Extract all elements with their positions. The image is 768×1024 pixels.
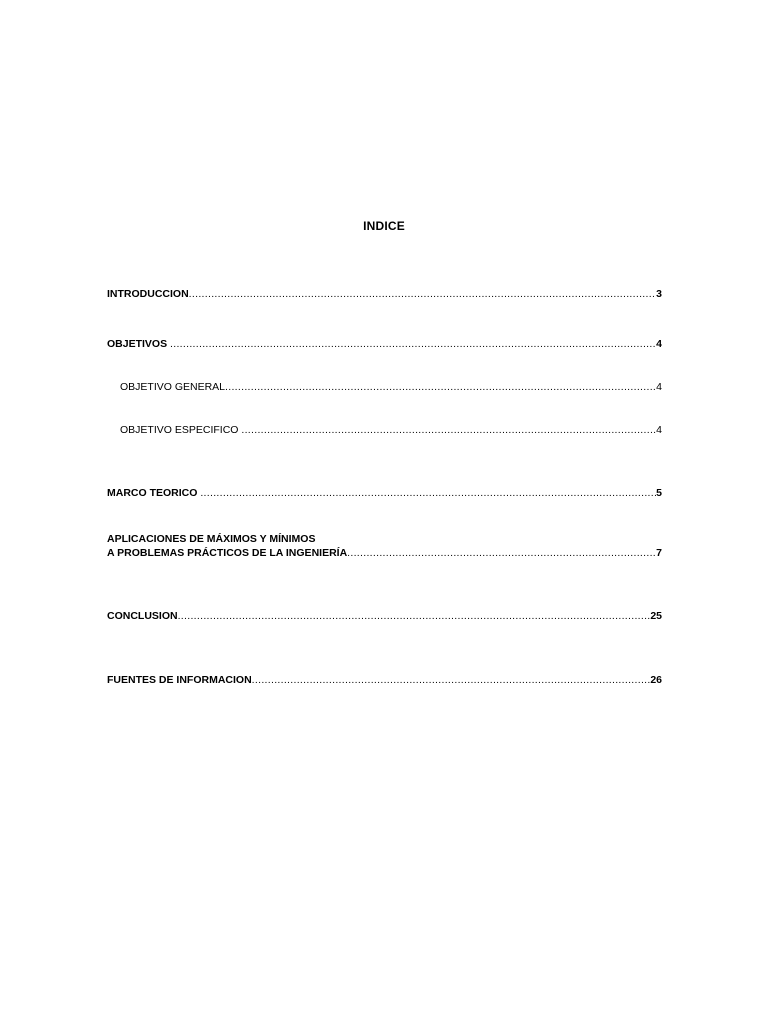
- toc-page-number: 7: [656, 547, 662, 559]
- toc-entry-marco-teorico[interactable]: [107, 486, 662, 500]
- toc-label: CONCLUSION: [107, 610, 178, 622]
- toc-page-number: 5: [656, 487, 662, 499]
- toc-page-number: 3: [656, 288, 662, 300]
- toc-entry-fuentes-de-informacion[interactable]: [107, 673, 662, 687]
- toc-page-number: 4: [656, 338, 662, 350]
- toc-entry-aplicaciones[interactable]: [107, 532, 662, 560]
- toc-label-line1: APLICACIONES DE MÁXIMOS Y MÍNIMOS: [107, 533, 316, 545]
- toc-entry-objetivos[interactable]: [107, 337, 662, 351]
- toc-entry-objetivo-general[interactable]: [120, 380, 662, 394]
- toc-label: FUENTES DE INFORMACION: [107, 674, 252, 686]
- toc-page-number: 4: [656, 424, 662, 436]
- toc-label: INTRODUCCION: [107, 288, 189, 300]
- toc-leader-dots: [252, 673, 651, 687]
- toc-leader-dots: [225, 380, 656, 394]
- toc-leader-dots: [189, 287, 656, 301]
- toc-page-number: 25: [650, 610, 662, 622]
- page-title: INDICE: [363, 219, 405, 233]
- toc-leader-dots: [170, 337, 656, 351]
- toc-leader-dots: [200, 486, 656, 500]
- toc-entry-introduccion[interactable]: [107, 287, 662, 301]
- toc-label: MARCO TEORICO: [107, 487, 201, 499]
- toc-leader-dots: [178, 609, 651, 623]
- toc-page-number: 26: [650, 674, 662, 686]
- toc-page-number: 4: [656, 381, 662, 393]
- toc-label-line2: A PROBLEMAS PRÁCTICOS DE LA INGENIERÍA: [107, 547, 348, 559]
- toc-label: OBJETIVOS: [107, 338, 171, 350]
- toc-leader-dots: [347, 546, 656, 560]
- toc-leader-dots: [241, 423, 656, 437]
- toc-entry-objetivo-especifico[interactable]: [120, 423, 662, 437]
- toc-entry-conclusion[interactable]: [107, 609, 662, 623]
- toc-label: OBJETIVO ESPECIFICO: [120, 424, 242, 436]
- toc-label: OBJETIVO GENERAL: [120, 381, 226, 393]
